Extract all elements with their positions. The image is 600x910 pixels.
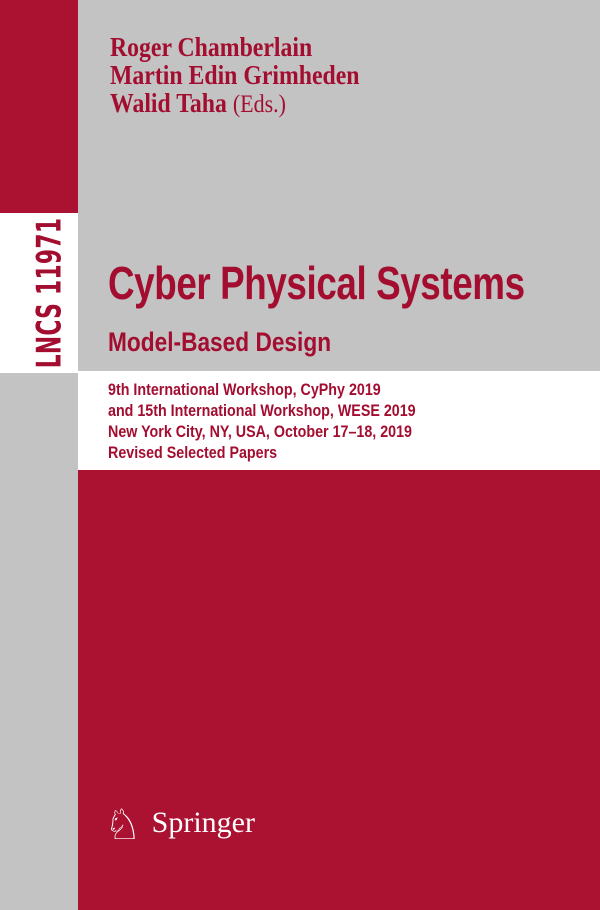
book-title: Cyber Physical Systems [108, 257, 525, 309]
publisher-band [78, 470, 600, 910]
publisher-name: Springer [151, 806, 255, 839]
author-line [110, 89, 359, 119]
series-color-block [0, 0, 78, 213]
author-name: Walid Taha [110, 88, 227, 118]
description-line: Revised Selected Papers [108, 443, 278, 462]
book-subtitle: Model-Based Design [108, 327, 332, 357]
description-line: 9th International Workshop, CyPhy 2019 [108, 380, 381, 399]
authors-block [110, 33, 359, 119]
description-line: and 15th International Workshop, WESE 2019 [108, 401, 416, 420]
series-strip [0, 213, 78, 373]
author-name: Martin Edin Grimheden [110, 60, 360, 90]
description-line: New York City, NY, USA, October 17–18, 2019 [108, 422, 412, 441]
editors-suffix: (Eds.) [232, 91, 286, 118]
description-lines [108, 379, 416, 463]
springer-knight-wrap [104, 800, 142, 849]
springer-logo [104, 800, 255, 849]
description-band [78, 371, 600, 470]
springer-knight-icon: ♘ [104, 800, 142, 849]
author-name: Roger Chamberlain [110, 32, 313, 62]
series-label: LNCS 11971 [30, 217, 71, 369]
